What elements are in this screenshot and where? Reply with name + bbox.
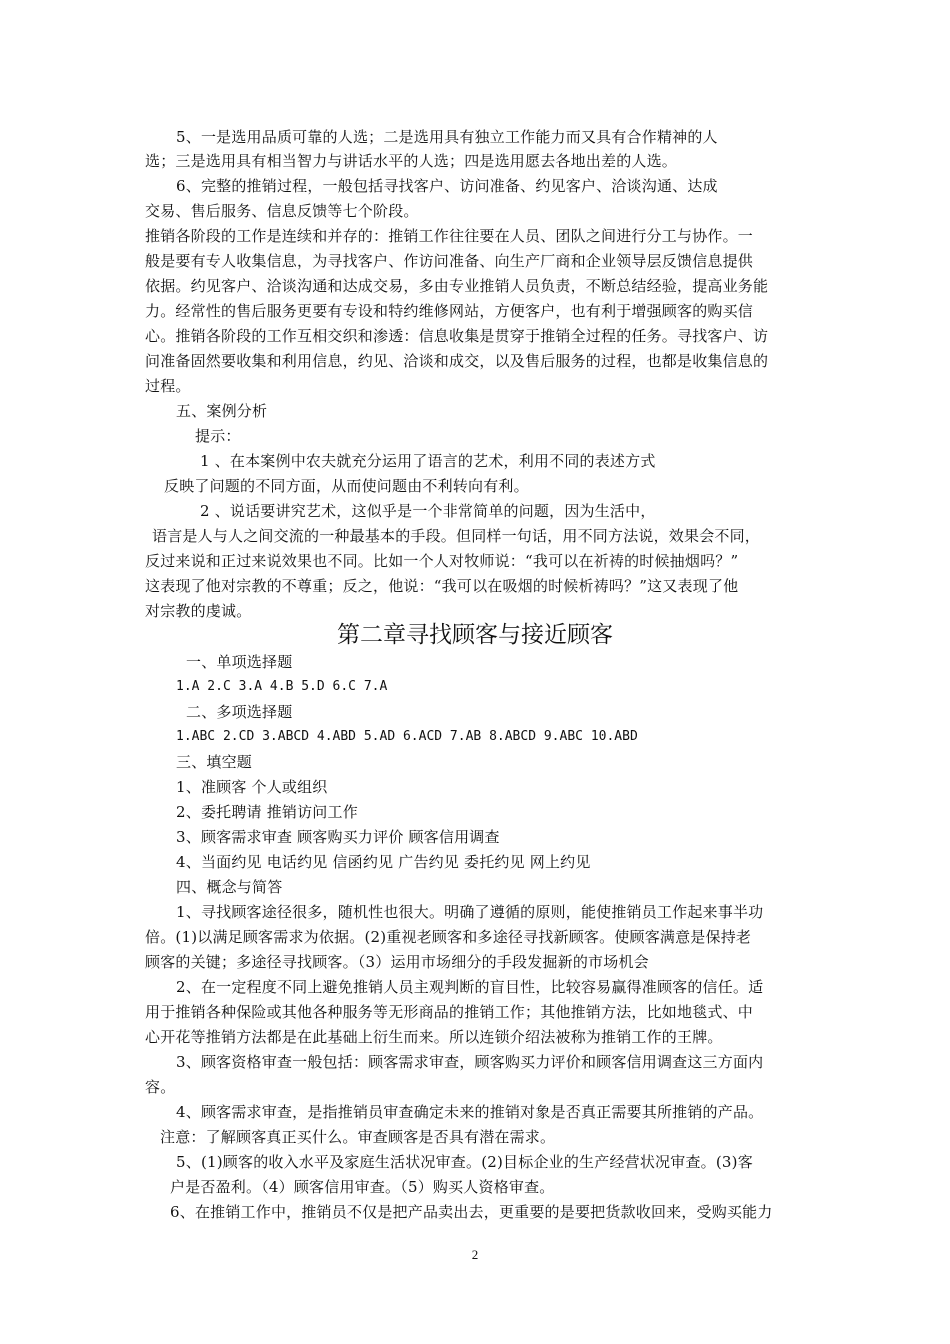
- text-line: 选；三是选用具有相当智力与讲话水平的人选；四是选用愿去各地出差的人选。: [145, 152, 678, 170]
- text-line: 心开花等推销方法都是在此基础上衍生而来。所以连锁介绍法被称为推销工作的王牌。: [145, 1028, 723, 1046]
- text-line: 3、顾客资格审查一般包括：顾客需求审查，顾客购买力评价和顾客信用调查这三方面内: [176, 1053, 764, 1071]
- text-line: 反过来说和正过来说效果也不同。比如一个人对牧师说：“我可以在祈祷的时候抽烟吗？”: [145, 552, 739, 570]
- section-heading: 四、概念与简答: [176, 878, 283, 896]
- text-line: 反映了问题的不同方面，从而使问题由不利转向有利。: [164, 477, 529, 495]
- text-line: 容。: [145, 1078, 176, 1096]
- text-line: 问准备固然要收集和利用信息，约见、洽谈和成交，以及售后服务的过程，也都是收集信息的: [145, 352, 769, 370]
- text-line: 5、一是选用品质可靠的人选；二是选用具有独立工作能力而又具有合作精神的人: [176, 128, 718, 146]
- text-line: 心。推销各阶段的工作互相交织和渗透：信息收集是贯穿于推销全过程的任务。寻找客户、访: [145, 327, 769, 345]
- text-line: 2、在一定程度不同上避免推销人员主观判断的盲目性，比较容易赢得准顾客的信任。适: [176, 978, 764, 996]
- text-line: 6、在推销工作中，推销员不仅是把产品卖出去，更重要的是要把货款收回来，受购买能力: [170, 1203, 773, 1221]
- section-heading: 一、单项选择题: [186, 653, 293, 671]
- section-heading: 二、多项选择题: [186, 703, 293, 721]
- text-line: 顾客的关键；多途径寻找顾客。（3）运用市场细分的手段发掘新的市场机会: [145, 953, 649, 971]
- text-line: 4、当面约见 电话约见 信函约见 广告约见 委托约见 网上约见: [176, 853, 591, 871]
- answer-line: 1.ABC 2.CD 3.ABCD 4.ABD 5.AD 6.ACD 7.AB 8.ABCD 9.ABC 10.ABD: [176, 729, 638, 744]
- text-line: 交易、售后服务、信息反馈等七个阶段。: [145, 202, 419, 220]
- text-line: 倍。(1)以满足顾客需求为依据。(2)重视老顾客和多途径寻找新顾客。使顾客满意是保持老: [145, 928, 752, 946]
- text-line: 对宗教的虔诚。: [145, 602, 252, 620]
- answer-line: 1.A 2.C 3.A 4.B 5.D 6.C 7.A: [176, 679, 388, 694]
- text-line: 2、委托聘请 推销访问工作: [176, 803, 358, 821]
- text-line: 语言是人与人之间交流的一种最基本的手段。但同样一句话，用不同方法说，效果会不同，: [152, 527, 761, 545]
- section-heading: 五、案例分析: [176, 402, 268, 420]
- chapter-title: 第二章寻找顾客与接近顾客: [337, 622, 613, 648]
- text-line: 1、准顾客 个人或组织: [176, 778, 328, 796]
- text-line: 推销各阶段的工作是连续和并存的：推销工作往往要在人员、团队之间进行分工与协作。一: [145, 227, 754, 245]
- text-line: 用于推销各种保险或其他各种服务等无形商品的推销工作；其他推销方法，比如地毯式、中: [145, 1003, 754, 1021]
- text-line: 1 、在本案例中农夫就充分运用了语言的艺术，利用不同的表述方式: [200, 452, 656, 470]
- text-line: 般是要有专人收集信息，为寻找客户、作访问准备、向生产厂商和企业领导层反馈信息提供: [145, 252, 754, 270]
- text-line: 5、(1)顾客的收入水平及家庭生活状况审查。(2)目标企业的生产经营状况审查。(3)客: [176, 1153, 753, 1171]
- text-line: 注意：了解顾客真正买什么。审查顾客是否具有潜在需求。: [160, 1128, 556, 1146]
- text-line: 这表现了他对宗教的不尊重；反之，他说：“我可以在吸烟的时候析祷吗？”这又表现了他: [145, 577, 739, 595]
- text-line: 力。经常性的售后服务更要有专设和特约维修网站，方便客户，也有利于增强顾客的购买信: [145, 302, 754, 320]
- text-line: 提示：: [195, 427, 241, 445]
- text-line: 3、顾客需求审查 顾客购买力评价 顾客信用调查: [176, 828, 500, 846]
- text-line: 4、顾客需求审查，是指推销员审查确定未来的推销对象是否真正需要其所推销的产品。: [176, 1103, 764, 1121]
- text-line: 2 、说话要讲究艺术，这似乎是一个非常简单的问题，因为生活中，: [200, 502, 656, 520]
- text-line: 依据。约见客户、洽谈沟通和达成交易，多由专业推销人员负责，不断总结经验，提高业务能: [145, 277, 769, 295]
- page-number: 2: [471, 1247, 479, 1262]
- text-line: 过程。: [145, 377, 191, 395]
- text-line: 1、寻找顾客途径很多，随机性也很大。明确了遵循的原则，能使推销员工作起来事半功: [176, 903, 764, 921]
- text-line: 6、完整的推销过程，一般包括寻找客户、访问准备、约见客户、洽谈沟通、达成: [176, 177, 718, 195]
- text-line: 户是否盈利。（4）顾客信用审查。（5）购买人资格审查。: [170, 1178, 555, 1196]
- section-heading: 三、填空题: [176, 753, 253, 771]
